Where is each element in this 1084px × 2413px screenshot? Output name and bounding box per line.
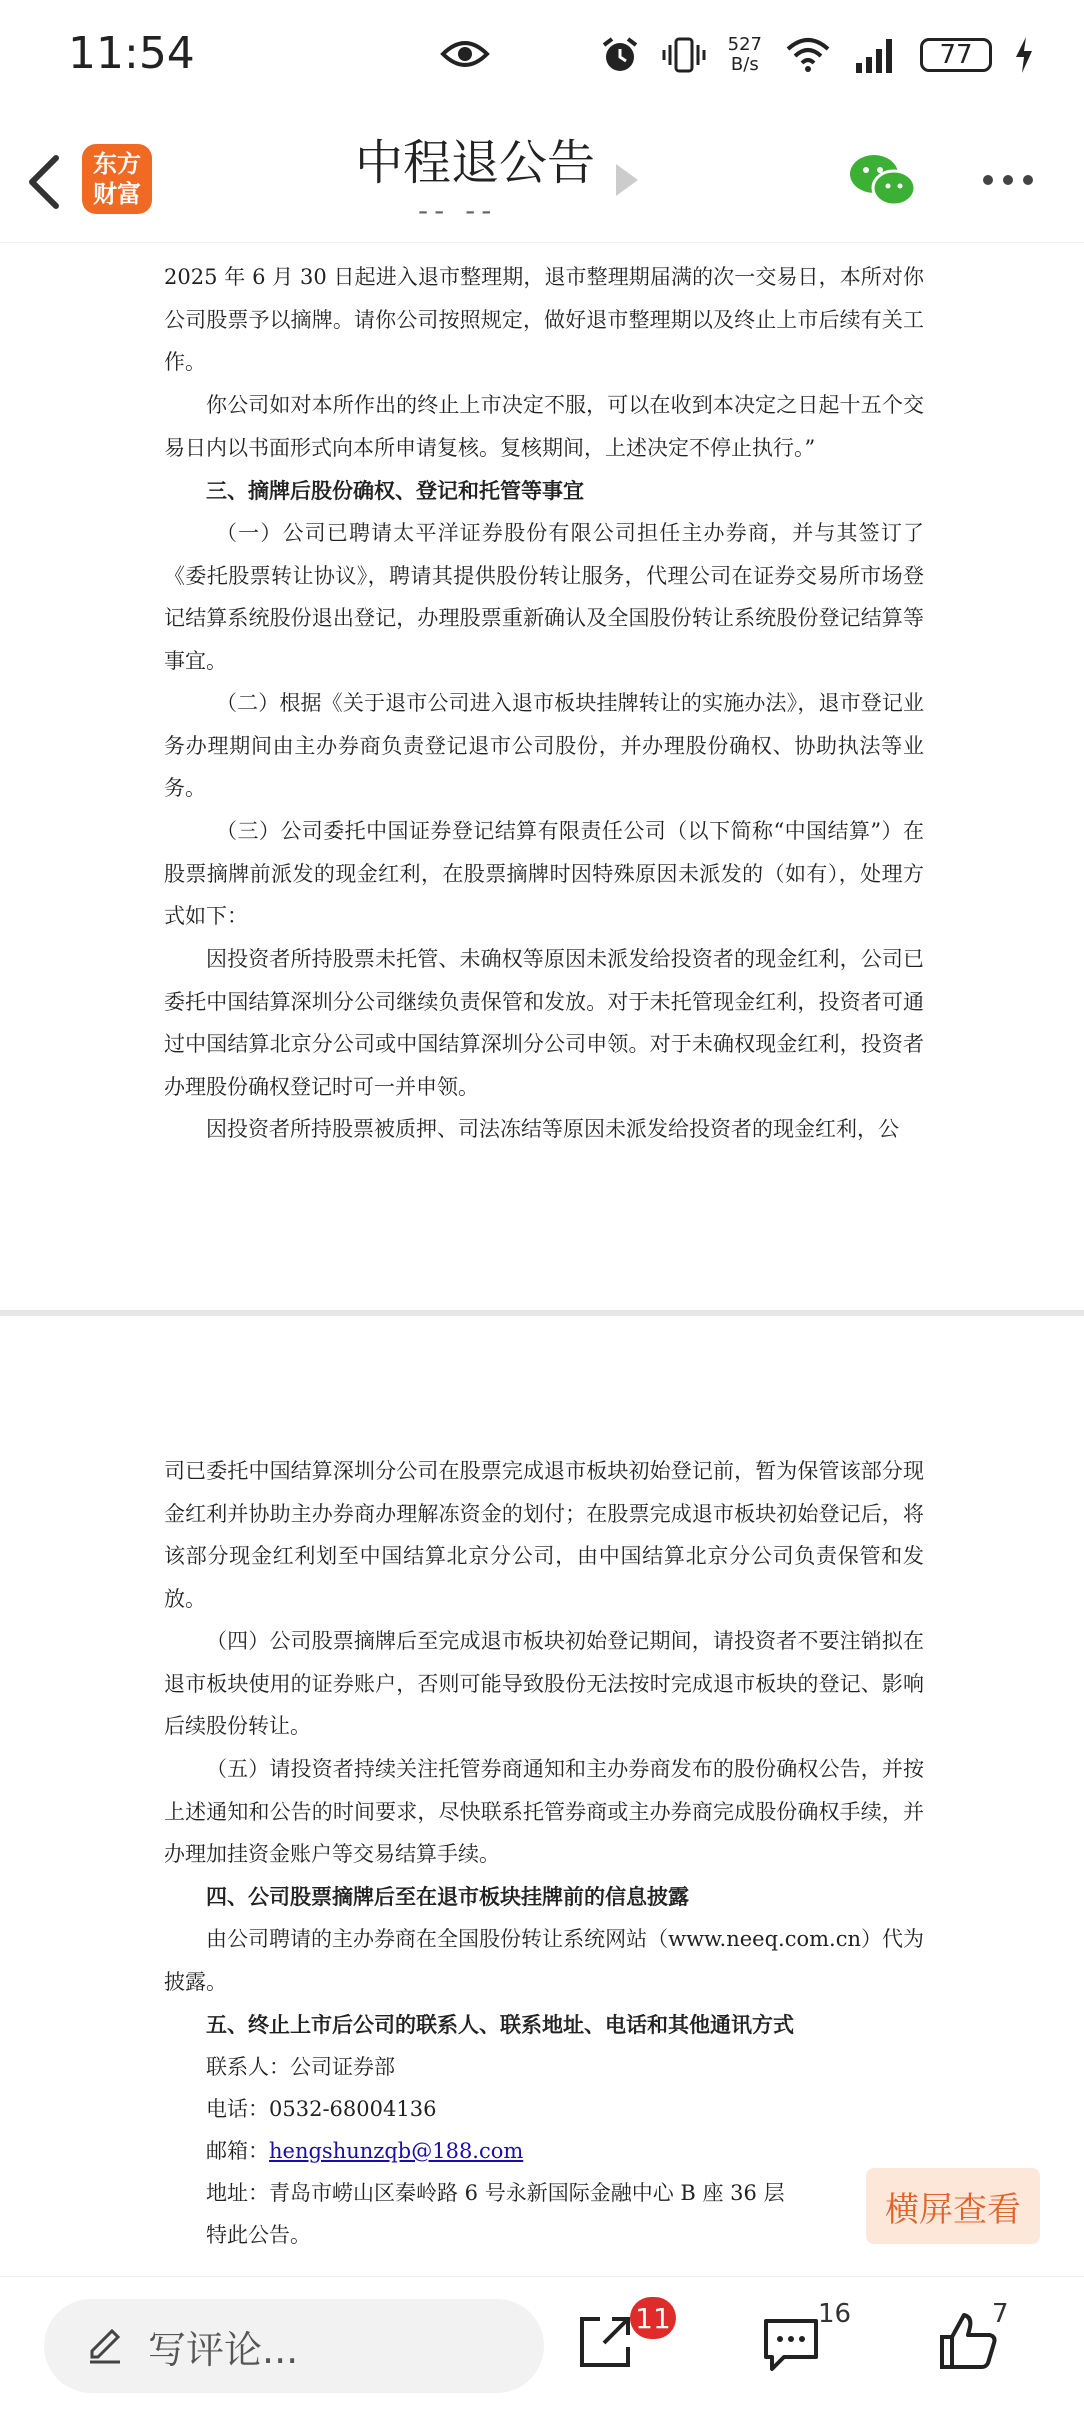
doc-paragraph-7: 因投资者所持股票被质押、司法冻结等原因未派发给投资者的现金红利，公	[206, 1117, 899, 1141]
doc-paragraph-11: 由公司聘请的主办券商在全国股份转让系统网站（www.neeq.com.cn）代为披露。	[164, 1927, 924, 1994]
status-time: 11:54	[68, 28, 195, 79]
doc-paragraph-5: （三）公司委托中国证券登记结算有限责任公司（以下简称“中国结算”）在股票摘牌前派发的现金红利，在股票摘牌时因特殊原因未派发的（如有），处理方式如下：	[164, 819, 924, 929]
doc-closing: 特此公告。	[206, 2223, 311, 2247]
doc-paragraph-10: （五）请投资者持续关注托管券商通知和主办券商发布的股份确权公告，并按上述通知和公告的时间要求，尽快联系托管券商或主办券商完成股份确权手续，并办理加挂资金账户等交易结算手续。	[164, 1757, 924, 1867]
wifi-icon	[784, 35, 832, 75]
doc-paragraph-6: 因投资者所持股票未托管、未确权等原因未派发给投资者的现金红利，公司已委托中国结算深圳分公司继续负责保管和发放。对于未托管现金红利，投资者可通过中国结算北京分公司或中国结算深圳分公司申领。对于未确权现金红利，投资者办理股份确权登记时可一并申领。	[164, 947, 924, 1099]
doc-heading-3: 三、摘牌后股份确权、登记和托管等事宜	[206, 478, 584, 503]
landscape-view-button[interactable]: 横屏查看	[866, 2168, 1040, 2244]
contact-value: 公司证券部	[290, 2055, 395, 2079]
wechat-icon[interactable]	[848, 150, 918, 210]
doc-heading-4: 四、公司股票摘牌后至在退市板块挂牌前的信息披露	[206, 1884, 689, 1909]
back-arrow-icon[interactable]	[22, 152, 66, 212]
thumbs-up-icon[interactable]	[938, 2311, 998, 2373]
doc-paragraph-4: （二）根据《关于退市公司进入退市板块挂牌转让的实施办法》，退市登记业务办理期间由主办券商负责登记退市公司股份，并办理股份确权、协助执法等业务。	[164, 691, 924, 801]
phone-value: 0532-68004136	[269, 2097, 437, 2121]
battery-indicator: 77	[920, 38, 992, 72]
page-subtitle: -- --	[418, 194, 498, 227]
net-speed-value: 527	[727, 34, 762, 55]
logo-line2: 财富	[93, 180, 141, 208]
logo-line1: 东方	[93, 150, 141, 178]
share-badge: 11	[630, 2297, 676, 2339]
comment-count: 16	[818, 2299, 852, 2329]
more-icon[interactable]	[980, 172, 1036, 188]
bottom-action-bar	[0, 2276, 1084, 2413]
doc-paragraph-9: （四）公司股票摘牌后至完成退市板块初始登记期间，请投资者不要注销拟在退市板块使用的证券账户，否则可能导致股份无法按时完成退市板块的登记、影响后续股份转让。	[164, 1629, 924, 1739]
doc-email	[206, 2130, 966, 2173]
doc-paragraph-8: 司已委托中国结算深圳分公司在股票完成退市板块初始登记前，暂为保管该部分现金红利并协助主办券商办理解冻资金的划付；在股票完成退市板块初始登记后，将该部分现金红利划至中国结算北京分公司，由中国结算北京分公司负责保管和发放。	[164, 1459, 924, 1611]
page-title: 中程退公告	[354, 135, 595, 191]
page-separator	[0, 1310, 1084, 1316]
vibrate-icon	[662, 35, 706, 75]
alarm-icon	[600, 35, 640, 75]
doc-address	[206, 2172, 966, 2215]
pencil-icon	[86, 2327, 124, 2365]
play-icon[interactable]	[612, 160, 642, 200]
doc-paragraph-3: （一）公司已聘请太平洋证券股份有限公司担任主办券商，并与其签订了《委托股票转让协议》，聘请其提供股份转让服务，代理公司在证券交易所市场登记结算系统股份退出登记，办理股票重新确认及全国股份转让系统股份登记结算等事宜。	[164, 521, 924, 673]
doc-contact	[206, 2046, 966, 2089]
address-value: 青岛市崂山区秦岭路 6 号永新国际金融中心 B 座 36 层	[269, 2181, 785, 2205]
comment-input[interactable]	[44, 2299, 544, 2393]
comment-placeholder: 写评论...	[148, 2327, 299, 2372]
app-logo[interactable]	[82, 144, 152, 214]
contact-label: 联系人：	[206, 2055, 290, 2079]
nav-bar	[0, 110, 1084, 243]
comment-icon[interactable]	[760, 2313, 822, 2375]
net-speed-unit: B/s	[730, 54, 759, 75]
phone-label: 电话：	[206, 2097, 269, 2121]
share-icon[interactable]	[574, 2311, 636, 2373]
eye-icon	[440, 34, 490, 74]
doc-paragraph-1: 2025 年 6 月 30 日起进入退市整理期，退市整理期届满的次一交易日，本所对你公司股票予以摘牌。请你公司按照规定，做好退市整理期以及终止上市后续有关工作。	[164, 265, 924, 375]
doc-phone	[206, 2088, 966, 2131]
signal-icon	[854, 35, 898, 75]
address-label: 地址：	[206, 2181, 269, 2205]
charging-icon	[1014, 35, 1034, 75]
email-link[interactable]: hengshunzqb@188.com	[269, 2139, 524, 2163]
status-bar	[0, 0, 1084, 110]
network-speed	[728, 35, 762, 75]
doc-paragraph-2: 你公司如对本所作出的终止上市决定不服，可以在收到本决定之日起十五个交易日内以书面形式向本所申请复核。复核期间，上述决定不停止执行。”	[164, 393, 924, 460]
status-icons	[600, 30, 1034, 80]
like-count: 7	[992, 2299, 1009, 2329]
doc-heading-5: 五、终止上市后公司的联系人、联系地址、电话和其他通讯方式	[206, 2012, 794, 2037]
email-label: 邮箱：	[206, 2139, 269, 2163]
